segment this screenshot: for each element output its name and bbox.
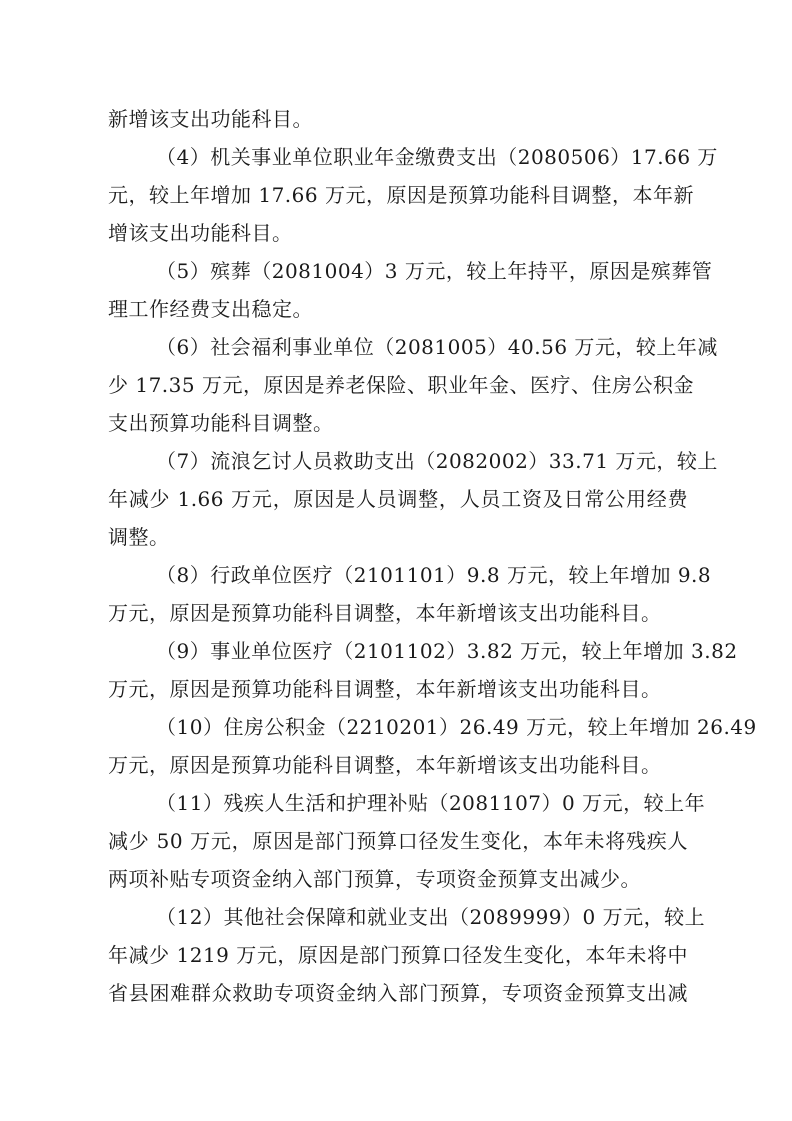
text-line: 少 17.35 万元，原因是养老保险、职业年金、医疗、住房公积金	[108, 373, 694, 397]
text-line: 万元，原因是预算功能科目调整，本年新增该支出功能科目。	[108, 753, 662, 777]
text-line: （7）流浪乞讨人员救助支出（2082002）33.71 万元，较上	[156, 449, 718, 473]
text-line: 年减少 1219 万元，原因是部门预算口径发生变化，本年未将中	[108, 943, 688, 967]
text-line: 调整。	[108, 525, 170, 549]
text-line: 理工作经费支出稳定。	[108, 297, 313, 321]
text-line: （12）其他社会保障和就业支出（2089999）0 万元，较上	[156, 905, 706, 929]
text-line: （6）社会福利事业单位（2081005）40.56 万元，较上年减	[156, 335, 718, 359]
text-line: 支出预算功能科目调整。	[108, 411, 334, 435]
text-line: 万元，原因是预算功能科目调整，本年新增该支出功能科目。	[108, 677, 662, 701]
text-line: 增该支出功能科目。	[108, 221, 293, 245]
text-line: （4）机关事业单位职业年金缴费支出（2080506）17.66 万	[156, 145, 718, 169]
text-line: 年减少 1.66 万元，原因是人员调整，人员工资及日常公用经费	[108, 487, 688, 511]
text-line: （8）行政单位医疗（2101101）9.8 万元，较上年增加 9.8	[156, 563, 712, 587]
text-line: 减少 50 万元，原因是部门预算口径发生变化，本年未将残疾人	[108, 829, 688, 853]
text-line: （10）住房公积金（2210201）26.49 万元，较上年增加 26.49	[156, 715, 757, 739]
text-line: 元，较上年增加 17.66 万元，原因是预算功能科目调整，本年新	[108, 183, 694, 207]
text-line: 省县困难群众救助专项资金纳入部门预算，专项资金预算支出减	[108, 981, 688, 1005]
text-line: （11）残疾人生活和护理补贴（2081107）0 万元，较上年	[156, 791, 706, 815]
text-line: 万元，原因是预算功能科目调整，本年新增该支出功能科目。	[108, 601, 662, 625]
text-line: 新增该支出功能科目。	[108, 107, 313, 131]
text-line: 两项补贴专项资金纳入部门预算，专项资金预算支出减少。	[108, 867, 641, 891]
text-line: （9）事业单位医疗（2101102）3.82 万元，较上年增加 3.82	[156, 639, 738, 663]
text-line: （5）殡葬（2081004）3 万元，较上年持平，原因是殡葬管	[156, 259, 713, 283]
